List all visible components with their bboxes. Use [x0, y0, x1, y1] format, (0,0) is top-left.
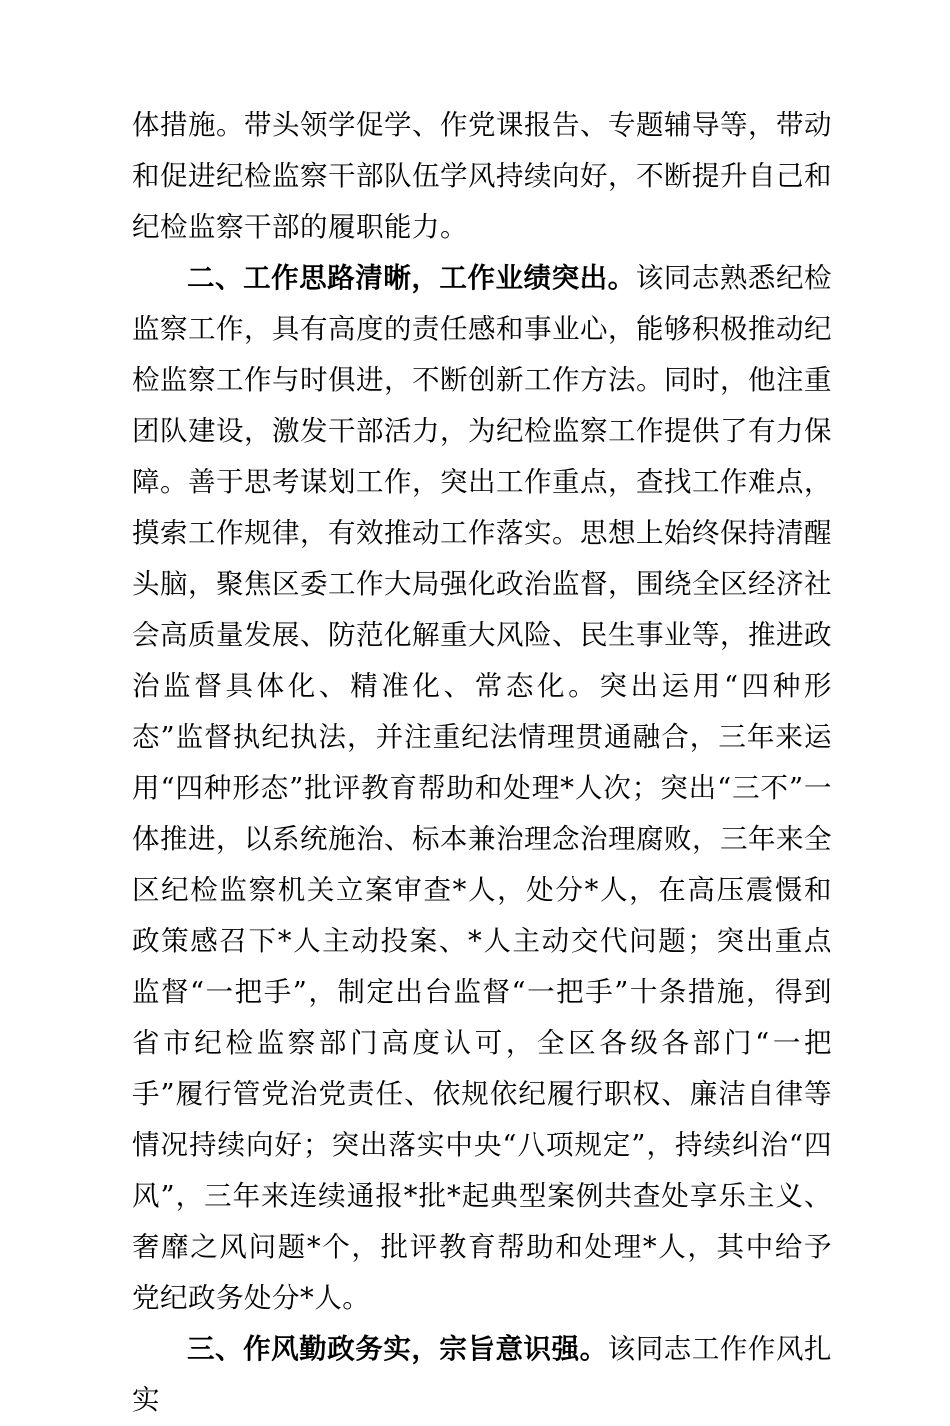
- paragraph-section-two: [132, 253, 832, 1324]
- paragraph-section-three: [132, 1324, 832, 1426]
- body-text-run: 体措施。带头领学促学、作党课报告、专题辅导等，带动和促进纪检监察干部队伍学风持续向好，不断提升自己和纪检监察干部的履职能力。: [132, 109, 832, 243]
- section-heading-run: 二、工作思路清晰，工作业绩突出。: [187, 262, 636, 294]
- body-text-run: 该同志熟悉纪检监察工作，具有高度的责任感和事业心，能够积极推动纪检监察工作与时俱进，不断创新工作方法。同时，他注重团队建设，激发干部活力，为纪检监察工作提供了有力保障。善于思考谋划工作，突出工作重点，查找工作难点，摸索工作规律，有效推动工作落实。思想上始终保持清醒头脑，聚焦区委工作大局强化政治监督，围绕全区经济社会高质量发展、防范化解重大风险、民生事业等，推进政治监督具体化、精准化、常态化。突出运用“四种形态”监督执纪执法，并注重纪法情理贯通融合，三年来运用“四种形态”批评教育帮助和处理*人次；突出“三不”一体推进，以系统施治、标本兼治理念治理腐败，三年来全区纪检监察机关立案审查*人，处分*人，在高压震慑和政策感召下*人主动投案、*人主动交代问题；突出重点监督“一把手”，制定出台监督“一把手”十条措施，得到省市纪检监察部门高度认可，全区各级各部门“一把手”履行管党治党责任、依规依纪履行职权、廉洁自律等情况持续向好；突出落实中央“八项规定”，持续纠治“四风”，三年来连续通报*批*起典型案例共查处享乐主义、奢靡之风问题*个，批评教育帮助和处理*人，其中给予党纪政务处分*人。: [132, 262, 833, 1314]
- section-heading-run: 三、作风勤政务实，宗旨意识强。: [187, 1333, 608, 1365]
- paragraph-continuation: [132, 100, 832, 253]
- body-text-run: 该同志工作作风扎实: [132, 1333, 833, 1416]
- document-body: [132, 100, 832, 1426]
